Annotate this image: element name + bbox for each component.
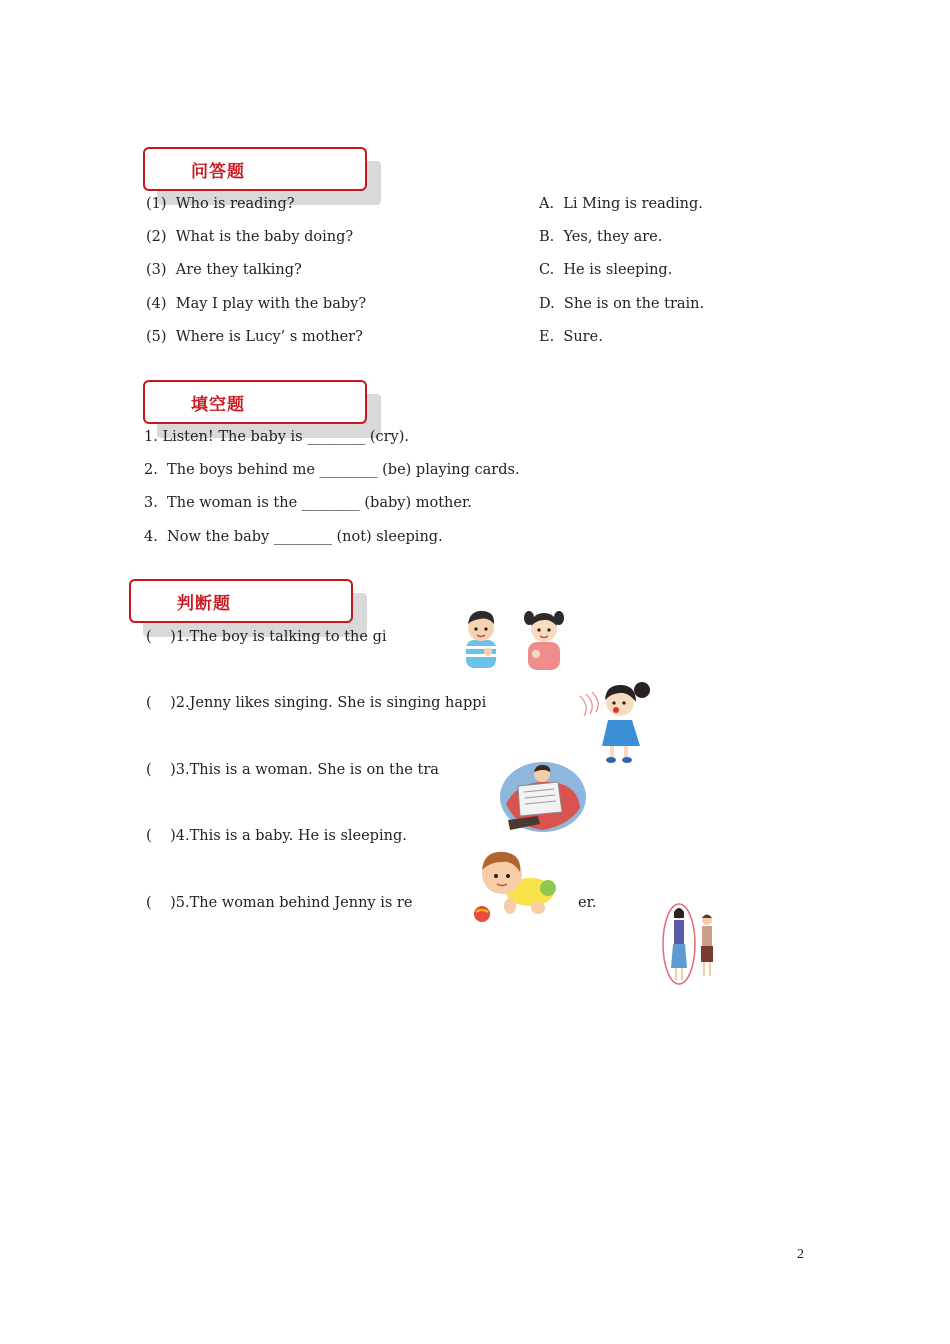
judge-item: ( )1.The boy is talking to the gi — [146, 629, 387, 645]
qa-question: (5) Where is Lucy’ s mother? — [146, 329, 363, 345]
fill-item: 4. Now the baby ________ (not) sleeping. — [144, 529, 443, 545]
qa-question: (2) What is the baby doing? — [146, 229, 354, 245]
section-heading-fill — [143, 380, 367, 424]
fill-item: 2. The boys behind me ________ (be) playing cards. — [144, 462, 520, 478]
qa-answer: C. He is sleeping. — [539, 262, 673, 278]
fill-item: 1. Listen! The baby is ________ (cry). — [144, 429, 410, 445]
section-heading-qa — [143, 147, 367, 191]
boy-girl-illustration — [458, 604, 576, 676]
qa-answer: D. She is on the train. — [539, 296, 705, 312]
judge-item: ( )5.The woman behind Jenny is re — [146, 895, 413, 911]
section-heading-judge — [129, 579, 353, 623]
fill-item: 3. The woman is the ________ (baby) mother. — [144, 495, 472, 511]
judge-item-tail: er. — [578, 895, 597, 911]
judge-item: ( )4.This is a baby. He is sleeping. — [146, 828, 407, 844]
reading-man-illustration — [498, 760, 588, 836]
qa-answer: A. Li Ming is reading. — [539, 196, 703, 212]
qa-answer: E. Sure. — [539, 329, 603, 345]
qa-question: (1) Who is reading? — [146, 196, 295, 212]
section-title-qa: 问答题 — [191, 161, 245, 182]
judge-item: ( )3.This is a woman. She is on the tra — [146, 762, 439, 778]
section-title-fill: 填空题 — [191, 394, 245, 415]
crawling-baby-illustration — [440, 846, 578, 926]
judge-item: ( )2.Jenny likes singing. She is singing happi — [146, 695, 487, 711]
qa-question: (3) Are they talking? — [146, 262, 302, 278]
qa-answer: B. Yes, they are. — [539, 229, 663, 245]
singing-girl-illustration — [574, 676, 660, 768]
two-women-illustration — [660, 902, 722, 988]
qa-question: (4) May I play with the baby? — [146, 296, 367, 312]
page-number: 2 — [797, 1247, 804, 1262]
section-title-judge: 判断题 — [177, 593, 231, 614]
